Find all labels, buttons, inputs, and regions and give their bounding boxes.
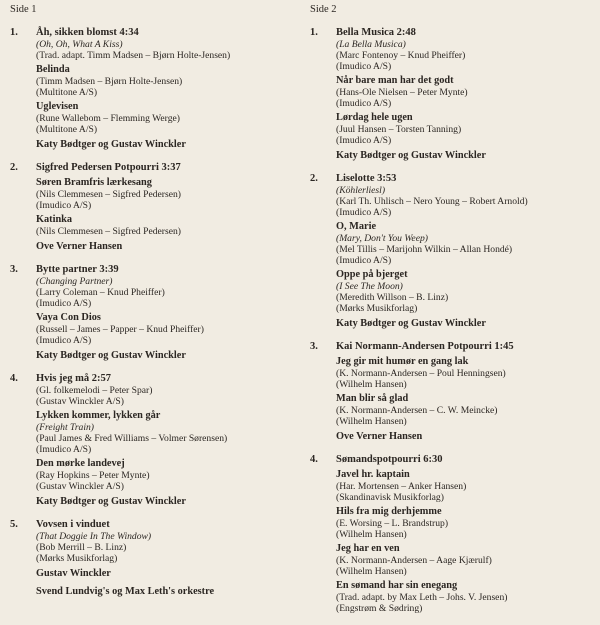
song-block bbox=[36, 177, 300, 211]
song-title: Jeg gir mit humør en gang lak bbox=[336, 356, 469, 367]
song-title: Katinka bbox=[36, 214, 73, 225]
song-credit: (Trad. adapt. by Max Leth – Johs. V. Jensen) bbox=[336, 592, 508, 603]
song-block bbox=[36, 410, 300, 455]
song-publisher: (Wilhelm Hansen) bbox=[336, 529, 407, 540]
song-credit: (Rune Wallebom – Flemming Werge) bbox=[36, 113, 180, 124]
song-publisher: (Imudico A/S) bbox=[336, 135, 392, 146]
song-title: Jeg har en ven bbox=[336, 543, 400, 554]
track-title: Bella Musica 2:48 bbox=[336, 27, 416, 38]
performer: Katy Bødtger og Gustav Winckler bbox=[336, 150, 486, 161]
song-title: En sømand har sin enegang bbox=[336, 580, 458, 591]
song-publisher: (Mørks Musikforlag) bbox=[36, 553, 118, 564]
track-number: 4. bbox=[10, 373, 18, 384]
song-credit: (K. Normann-Andersen – Poul Henningsen) bbox=[336, 368, 506, 379]
track-title: Åh, sikken blomst 4:34 bbox=[36, 27, 139, 38]
track-title: Sigfred Pedersen Potpourri 3:37 bbox=[36, 162, 181, 173]
song-block bbox=[36, 519, 300, 564]
song-block bbox=[336, 75, 600, 109]
song-subtitle: (Changing Partner) bbox=[36, 276, 113, 287]
track-title: Sømandspotpourri 6:30 bbox=[336, 454, 443, 465]
song-credit: (E. Worsing – L. Brandstrup) bbox=[336, 518, 449, 529]
song-publisher: (Skandinavisk Musikforlag) bbox=[336, 492, 444, 503]
song-title: Når bare man har det godt bbox=[336, 75, 454, 86]
track-number: 5. bbox=[10, 519, 18, 530]
song-title: Den mørke landevej bbox=[36, 458, 125, 469]
performer: Katy Bødtger og Gustav Winckler bbox=[36, 350, 186, 361]
track-entry bbox=[310, 454, 600, 614]
song-block bbox=[336, 356, 600, 390]
song-credit: (Trad. adapt. Timm Madsen – Bjørn Holte-Jensen) bbox=[36, 50, 231, 61]
song-block bbox=[36, 101, 300, 135]
song-credit: (Har. Mortensen – Anker Hansen) bbox=[336, 481, 467, 492]
song-credit: (Hans-Ole Nielsen – Peter Mynte) bbox=[336, 87, 468, 98]
song-publisher: (Imudico A/S) bbox=[36, 335, 92, 346]
track-number: 3. bbox=[10, 264, 18, 275]
song-credit: (Nils Clemmesen – Sigfred Pedersen) bbox=[36, 226, 181, 237]
song-credit: (Nils Clemmesen – Sigfred Pedersen) bbox=[36, 189, 181, 200]
song-block bbox=[36, 162, 300, 174]
song-block bbox=[336, 454, 600, 466]
track-entry bbox=[10, 519, 300, 598]
song-publisher: (Wilhelm Hansen) bbox=[336, 416, 407, 427]
song-block bbox=[336, 506, 600, 540]
song-block bbox=[336, 580, 600, 614]
song-credit: (Timm Madsen – Bjørn Holte-Jensen) bbox=[36, 76, 183, 87]
song-publisher: (Gustav Winckler A/S) bbox=[36, 396, 124, 407]
song-title: Hils fra mig derhjemme bbox=[336, 506, 442, 517]
song-credit: (K. Normann-Andersen – Aage Kjærulf) bbox=[336, 555, 492, 566]
song-block bbox=[336, 112, 600, 146]
song-credit: (Meredith Willson – B. Linz) bbox=[336, 292, 449, 303]
song-subtitle: (Freight Train) bbox=[36, 422, 95, 433]
song-block bbox=[336, 393, 600, 427]
track-title: Hvis jeg må 2:57 bbox=[36, 373, 111, 384]
song-publisher: (Imudico A/S) bbox=[336, 61, 392, 72]
track-number: 3. bbox=[310, 341, 318, 352]
song-publisher: (Wilhelm Hansen) bbox=[336, 379, 407, 390]
song-publisher: (Imudico A/S) bbox=[336, 98, 392, 109]
song-block bbox=[336, 173, 600, 218]
song-title: Javel hr. kaptain bbox=[336, 469, 410, 480]
song-credit: (K. Normann-Andersen – C. W. Meincke) bbox=[336, 405, 498, 416]
song-block bbox=[36, 312, 300, 346]
performer: Katy Bødtger og Gustav Winckler bbox=[36, 496, 186, 507]
song-title: Oppe på bjerget bbox=[336, 269, 408, 280]
song-credit: (Ray Hopkins – Peter Mynte) bbox=[36, 470, 150, 481]
song-publisher: (Imudico A/S) bbox=[336, 255, 392, 266]
song-block bbox=[36, 64, 300, 98]
song-subtitle: (Mary, Don't You Weep) bbox=[336, 233, 428, 244]
song-block bbox=[336, 269, 600, 314]
track-number: 1. bbox=[10, 27, 18, 38]
song-publisher: (Multitone A/S) bbox=[36, 87, 98, 98]
song-publisher: (Mørks Musikforlag) bbox=[336, 303, 418, 314]
song-subtitle: (That Doggie In The Window) bbox=[36, 531, 152, 542]
song-subtitle: (I See The Moon) bbox=[336, 281, 403, 292]
song-title: Uglevisen bbox=[36, 101, 79, 112]
track-number: 2. bbox=[310, 173, 318, 184]
song-publisher: (Engstrøm & Sødring) bbox=[336, 603, 423, 614]
side-label: Side 1 bbox=[10, 4, 37, 15]
song-title: O, Marie bbox=[336, 221, 377, 232]
song-block bbox=[36, 373, 300, 407]
performer: Katy Bødtger og Gustav Winckler bbox=[336, 318, 486, 329]
track-entry bbox=[310, 173, 600, 330]
performer: Ove Verner Hansen bbox=[36, 241, 123, 252]
track-number: 2. bbox=[10, 162, 18, 173]
song-title: Lykken kommer, lykken går bbox=[36, 410, 161, 421]
song-credit: (Marc Fontenoy – Knud Pheiffer) bbox=[336, 50, 466, 61]
track-number: 4. bbox=[310, 454, 318, 465]
track-title: Vovsen i vinduet bbox=[36, 519, 110, 530]
song-publisher: (Multitone A/S) bbox=[36, 124, 98, 135]
song-credit: (Bob Merrill – B. Linz) bbox=[36, 542, 127, 553]
song-publisher: (Gustav Winckler A/S) bbox=[36, 481, 124, 492]
song-publisher: (Imudico A/S) bbox=[36, 200, 92, 211]
song-block bbox=[336, 469, 600, 503]
side-2-column bbox=[310, 0, 600, 625]
song-publisher: (Imudico A/S) bbox=[336, 207, 392, 218]
song-credit: (Paul James & Fred Williams – Volmer Sørensen) bbox=[36, 433, 228, 444]
song-subtitle: (La Bella Musica) bbox=[336, 39, 406, 50]
song-title: Belinda bbox=[36, 64, 70, 75]
song-credit: (Juul Hansen – Torsten Tanning) bbox=[336, 124, 462, 135]
song-credit: (Gl. folkemelodi – Peter Spar) bbox=[36, 385, 153, 396]
track-entry bbox=[310, 341, 600, 443]
orchestra-credit: Svend Lundvig's og Max Leth's orkestre bbox=[36, 586, 215, 597]
song-subtitle: (Oh, Oh, What A Kiss) bbox=[36, 39, 123, 50]
song-credit: (Mel Tillis – Marijohn Wilkin – Allan Hondé) bbox=[336, 244, 513, 255]
song-block bbox=[36, 214, 300, 237]
song-block bbox=[36, 264, 300, 309]
song-title: Lørdag hele ugen bbox=[336, 112, 413, 123]
performer: Gustav Winckler bbox=[36, 568, 111, 579]
track-entry bbox=[10, 264, 300, 362]
song-subtitle: (Köhlerliesl) bbox=[336, 185, 386, 196]
performer: Ove Verner Hansen bbox=[336, 431, 423, 442]
track-entry bbox=[10, 162, 300, 253]
song-block bbox=[36, 458, 300, 492]
song-block bbox=[336, 341, 600, 353]
track-number: 1. bbox=[310, 27, 318, 38]
song-credit: (Larry Coleman – Knud Pheiffer) bbox=[36, 287, 165, 298]
track-title: Kai Normann-Andersen Potpourri 1:45 bbox=[336, 341, 514, 352]
song-publisher: (Imudico A/S) bbox=[36, 298, 92, 309]
song-title: Søren Bramfris lærkesang bbox=[36, 177, 152, 188]
track-title: Liselotte 3:53 bbox=[336, 173, 397, 184]
song-block bbox=[336, 221, 600, 266]
song-credit: (Karl Th. Uhlisch – Nero Young – Robert Arnold) bbox=[336, 196, 528, 207]
track-title: Bytte partner 3:39 bbox=[36, 264, 119, 275]
performer: Katy Bødtger og Gustav Winckler bbox=[36, 139, 186, 150]
song-block bbox=[36, 27, 300, 61]
song-publisher: (Wilhelm Hansen) bbox=[336, 566, 407, 577]
song-title: Vaya Con Dios bbox=[36, 312, 101, 323]
side-label: Side 2 bbox=[310, 4, 337, 15]
song-title: Man blir så glad bbox=[336, 393, 409, 404]
side-1-column bbox=[10, 0, 300, 609]
track-entry bbox=[310, 27, 600, 162]
song-publisher: (Imudico A/S) bbox=[36, 444, 92, 455]
song-block bbox=[336, 543, 600, 577]
track-entry bbox=[10, 27, 300, 151]
song-credit: (Russell – James – Papper – Knud Pheiffer) bbox=[36, 324, 204, 335]
song-block bbox=[336, 27, 600, 72]
track-entry bbox=[10, 373, 300, 508]
